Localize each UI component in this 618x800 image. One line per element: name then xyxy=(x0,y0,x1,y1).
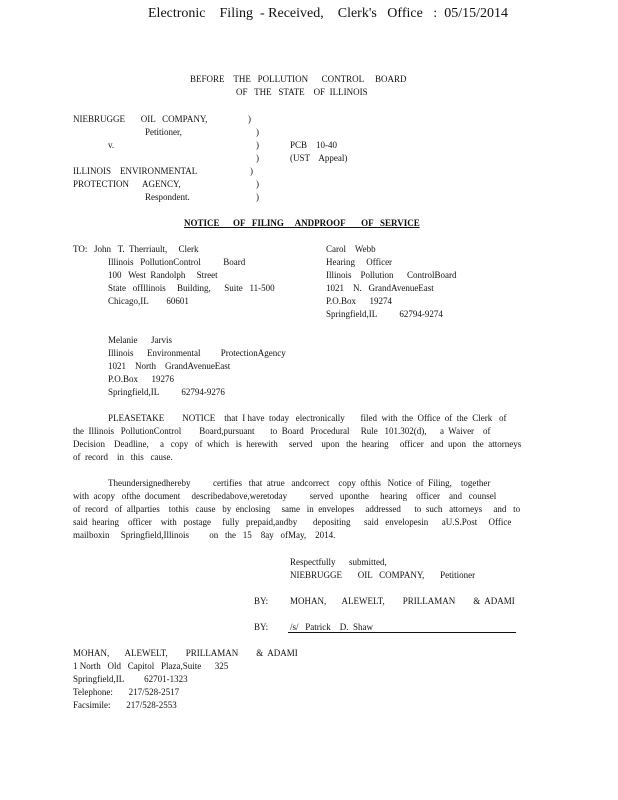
by-firm-name: MOHAN, ALEWELT, PRILLAMAN & ADAMI xyxy=(290,596,515,606)
notice-paragraph-line: the Illinois PollutionControl Board,pursuant to Board Procedural Rule 101.302(d), a Waiver of xyxy=(73,426,491,436)
caption-paren: ) xyxy=(248,114,251,124)
addressee-3-line: Illinois Environmental ProtectionAgency xyxy=(108,348,286,358)
notice-paragraph-line: of record in this cause. xyxy=(73,452,173,462)
firm-block-line: 1 North Old Capitol Plaza,Suite 325 xyxy=(73,661,229,671)
caption-paren: ) xyxy=(256,127,259,137)
addressee-1-line: John T. Therriault, Clerk xyxy=(94,244,199,254)
caption-petitioner-role: Petitioner, xyxy=(145,127,182,137)
notice-paragraph-line: Decision Deadline, a copy of which is herewith served upon the hearing officer and upon the attorneys xyxy=(73,439,522,449)
caption-petitioner-name: NIEBRUGGE OIL COMPANY, xyxy=(73,114,208,124)
caption-respondent-role: Respondent. xyxy=(145,192,190,202)
certification-paragraph-line: said hearing officer with postage fully prepaid,andby depositing said envelopesin aU.S.Post Office xyxy=(73,517,512,527)
by-label-firm: BY: xyxy=(254,596,269,606)
firm-block-line: Springfield,IL 62701-1323 xyxy=(73,674,188,684)
notice-paragraph-line: PLEASETAKE NOTICE that I have today electronically filed with the Office of the Clerk of xyxy=(108,413,507,423)
case-type: (UST Appeal) xyxy=(290,153,348,163)
board-title-line-1: BEFORE THE POLLUTION CONTROL BOARD xyxy=(190,74,407,84)
caption-respondent-name-2: PROTECTION AGENCY, xyxy=(73,179,181,189)
caption-paren: ) xyxy=(256,192,259,202)
caption-paren: ) xyxy=(256,140,259,150)
certification-paragraph-line: of record of allparties tothis cause by enclosing same in envelopes addressed to such attorneys and to xyxy=(73,504,521,514)
signature-line xyxy=(288,632,516,633)
board-title-line-2: OF THE STATE OF ILLINOIS xyxy=(236,87,368,97)
firm-block-line: Telephone: 217/528-2517 xyxy=(73,687,180,697)
addressee-2-line: Hearing Officer xyxy=(326,257,393,267)
to-label: TO: xyxy=(73,244,88,254)
signature-name: /s/ Patrick D. Shaw xyxy=(290,622,373,632)
addressee-3-line: Springfield,IL 62794-9276 xyxy=(108,387,225,397)
addressee-2-line: Springfield,IL 62794-9274 xyxy=(326,309,443,319)
case-number: PCB 10-40 xyxy=(290,140,338,150)
addressee-3-line: P.O.Box 19276 xyxy=(108,374,175,384)
addressee-2-line: P.O.Box 19274 xyxy=(326,296,393,306)
caption-paren: ) xyxy=(250,166,253,176)
certification-paragraph-line: Theundersignedhereby certifies that atrue andcorrect copy ofthis Notice of Filing, together xyxy=(108,478,491,488)
respectfully-submitted: Respectfully submitted, xyxy=(290,557,387,567)
addressee-1-line: 100 West Randolph Street xyxy=(108,270,218,280)
filing-header: Electronic Filing - Received, Clerk's Office : 05/15/2014 xyxy=(148,6,508,21)
caption-versus: v. xyxy=(108,140,115,150)
addressee-1-line: Illinois PollutionControl Board xyxy=(108,257,246,267)
signing-party: NIEBRUGGE OIL COMPANY, Petitioner xyxy=(290,570,476,580)
addressee-2-line: Illinois Pollution ControlBoard xyxy=(326,270,457,280)
caption-paren: ) xyxy=(256,153,259,163)
addressee-2-line: 1021 N. GrandAvenueEast xyxy=(326,283,434,293)
by-label-signature: BY: xyxy=(254,622,269,632)
certification-paragraph-line: mailboxin Springfield,Illinois on the 15 8ay ofMay, 2014. xyxy=(73,530,336,540)
firm-block-line: Facsimile: 217/528-2553 xyxy=(73,700,177,710)
notice-title: NOTICE OF FILING ANDPROOF OF SERVICE xyxy=(184,218,420,228)
addressee-1-line: Chicago,IL 60601 xyxy=(108,296,189,306)
addressee-3-line: 1021 North GrandAvenueEast xyxy=(108,361,231,371)
caption-paren: ) xyxy=(256,179,259,189)
addressee-1-line: State ofIllinois Building, Suite 11-500 xyxy=(108,283,275,293)
caption-respondent-name-1: ILLINOIS ENVIRONMENTAL xyxy=(73,166,198,176)
addressee-3-line: Melanie Jarvis xyxy=(108,335,172,345)
certification-paragraph-line: with acopy ofthe document describedabove,weretoday served uponthe hearing officer and counsel xyxy=(73,491,497,501)
firm-block-line: MOHAN, ALEWELT, PRILLAMAN & ADAMI xyxy=(73,648,298,658)
addressee-2-line: Carol Webb xyxy=(326,244,376,254)
